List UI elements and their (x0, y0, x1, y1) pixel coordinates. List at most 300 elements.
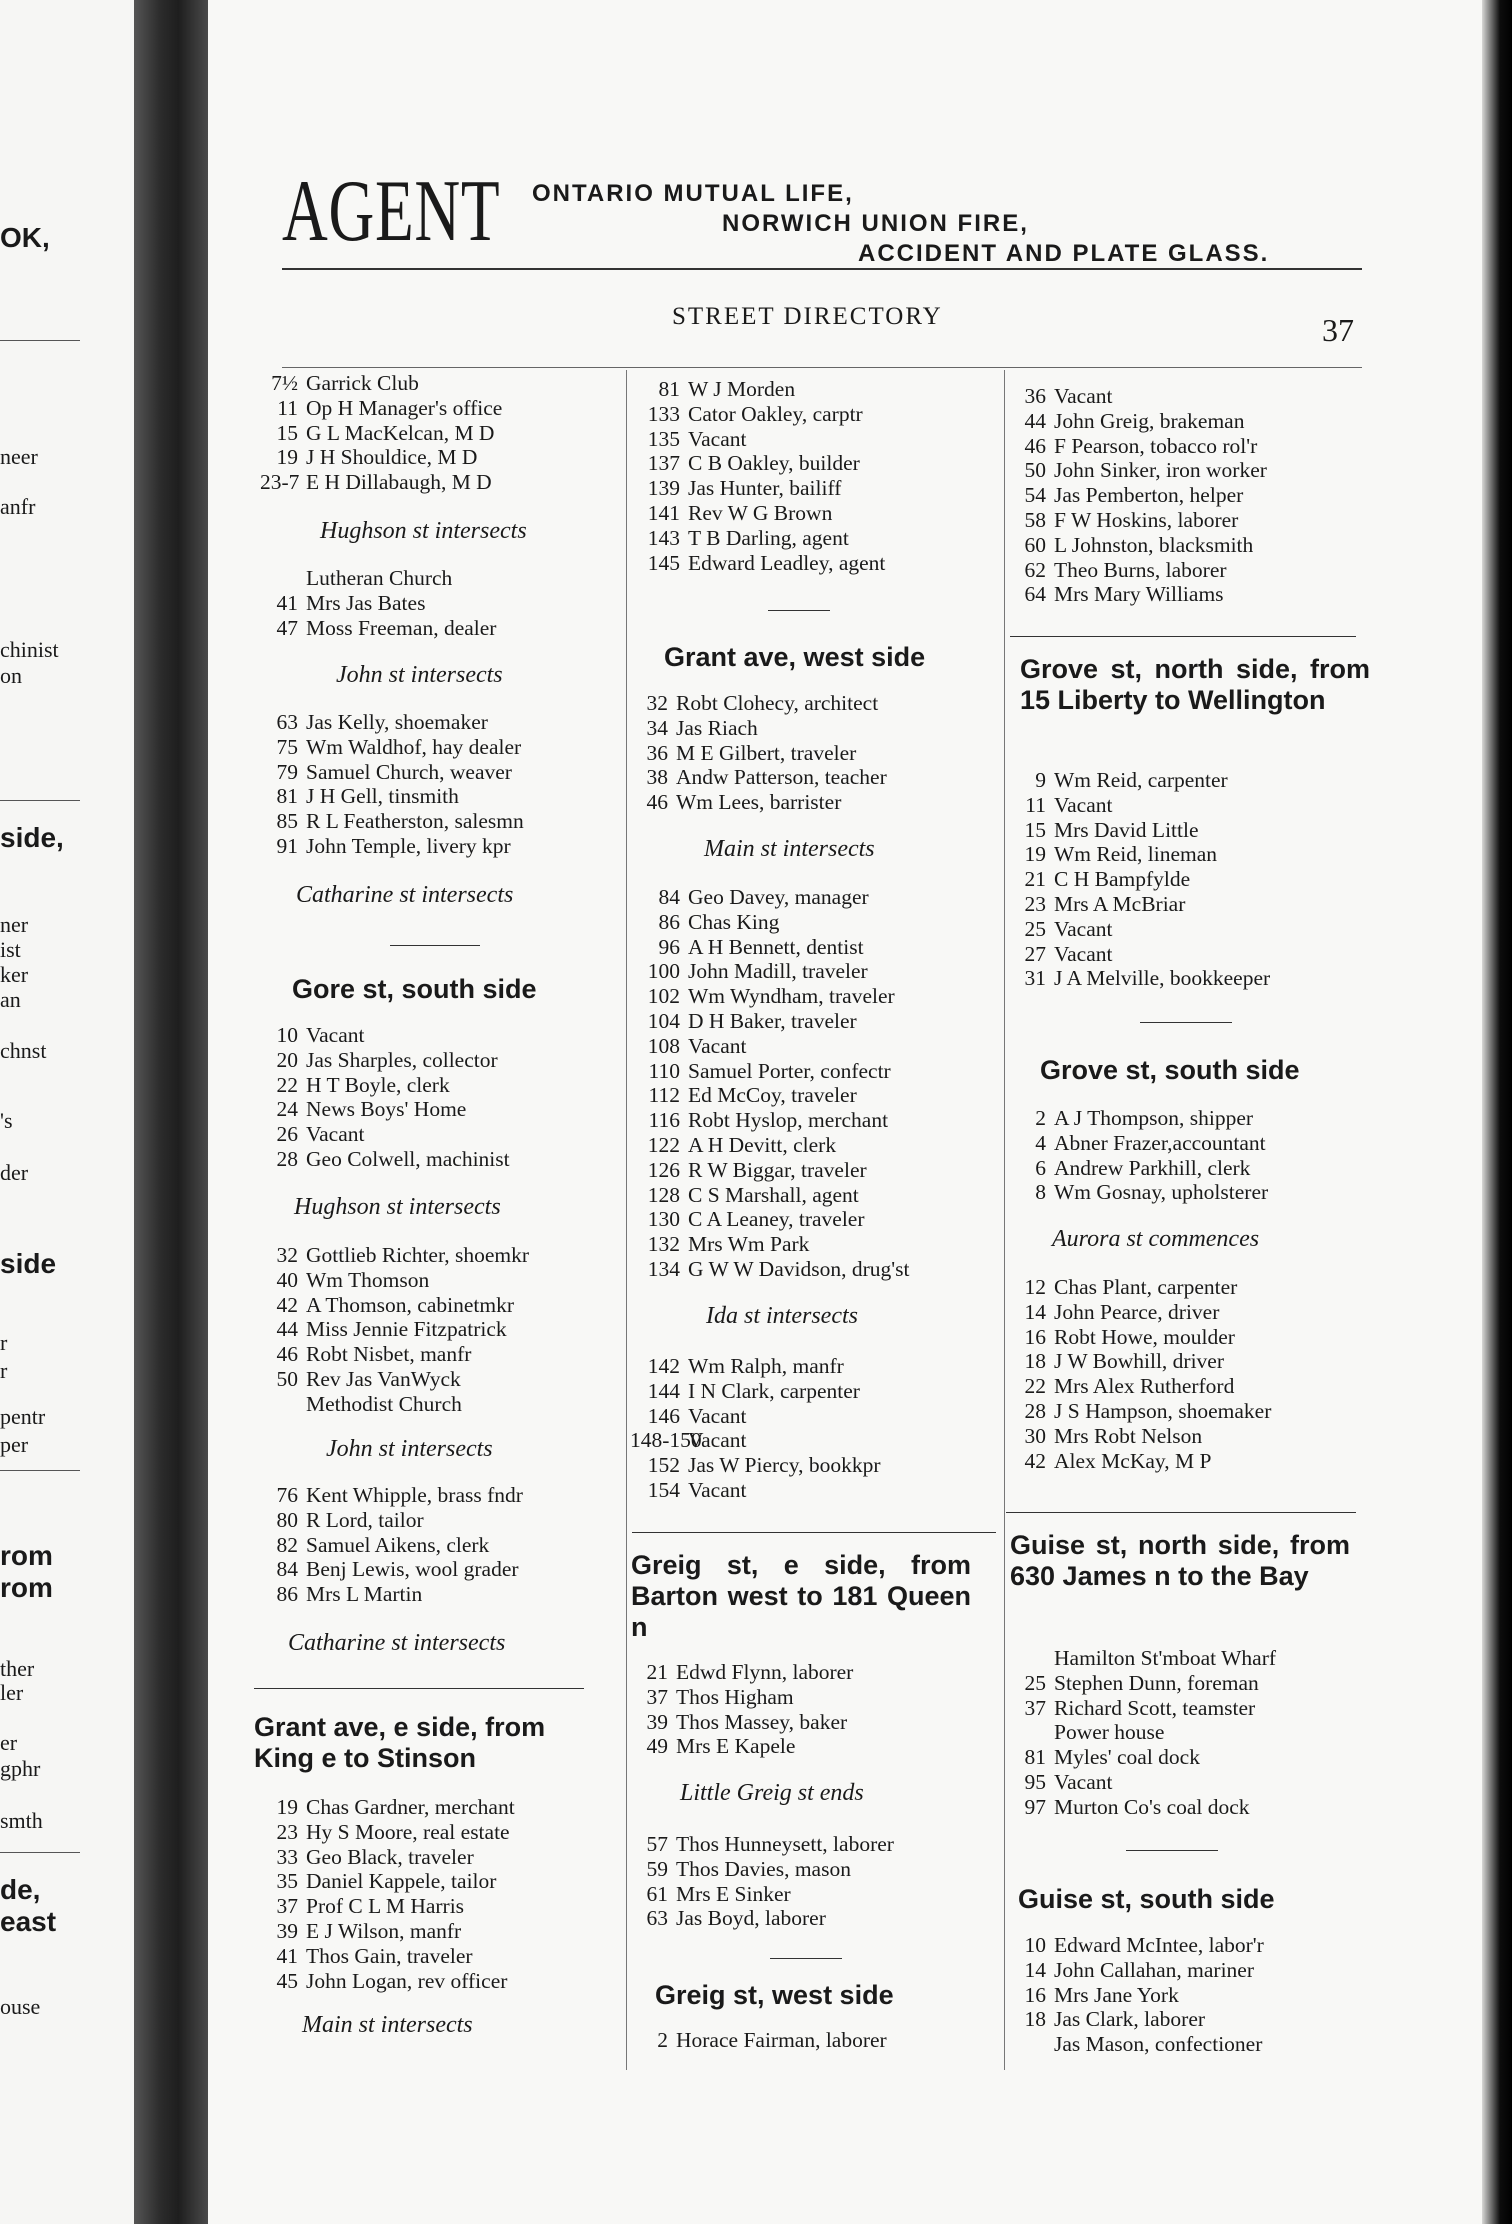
house-number: 37 (1024, 1695, 1046, 1720)
column-divider-2 (1004, 370, 1005, 2070)
directory-entry (260, 616, 496, 640)
house-number: 22 (276, 1072, 298, 1097)
directory-entry (260, 591, 425, 615)
house-number: 141 (647, 501, 680, 525)
agent-line-1: ONTARIO MUTUAL LIFE, (532, 180, 854, 207)
directory-entry (630, 402, 863, 426)
house-number: 23 (276, 1819, 298, 1844)
intersection-note: Hughson st intersects (320, 518, 527, 544)
directory-entry (630, 959, 868, 983)
directory-entry (1008, 1156, 1250, 1180)
adjacent-page-fragment: pentr (0, 1404, 46, 1429)
directory-entry (630, 741, 856, 765)
adjacent-page-fragment: OK, (0, 222, 50, 253)
directory-entry (260, 735, 521, 759)
directory-entry (630, 451, 860, 475)
resident-name: Thos Gain, traveler (306, 1943, 473, 1968)
house-number: 16 (1024, 1324, 1046, 1349)
section-separator (254, 1688, 584, 1689)
directory-entry (260, 1342, 471, 1366)
directory-entry (630, 1354, 844, 1378)
directory-entry (260, 371, 419, 395)
house-number: 112 (648, 1083, 680, 1108)
house-number: 41 (276, 590, 298, 615)
adjacent-page-fragment: neer (0, 444, 38, 469)
resident-name: Mrs E Kapele (676, 1734, 796, 1759)
directory-entry (1008, 1646, 1276, 1670)
resident-name: F Pearson, tobacco rol'r (1054, 433, 1258, 458)
directory-entry (260, 1293, 514, 1317)
house-number: 39 (646, 1709, 668, 1734)
directory-entry (1008, 458, 1267, 482)
house-number: 80 (276, 1507, 298, 1532)
directory-entry (1008, 1275, 1237, 1299)
directory-entry (1008, 508, 1238, 532)
directory-entry (1008, 1399, 1271, 1423)
house-number: 22 (1024, 1374, 1046, 1399)
intersection-note: Aurora st commences (1052, 1226, 1260, 1252)
house-number: 11 (1025, 792, 1046, 817)
house-number: 97 (1024, 1794, 1046, 1819)
resident-name: W J Morden (688, 377, 796, 401)
resident-name: Daniel Kappele, tailor (306, 1869, 497, 1894)
house-number: 23-7 (260, 470, 300, 495)
directory-entry (260, 1483, 523, 1507)
resident-name: Garrick Club (306, 371, 419, 395)
house-number: 4 (1035, 1130, 1046, 1155)
house-number: 63 (646, 1906, 668, 1931)
directory-entry (1008, 2032, 1262, 2056)
house-number: 19 (1024, 842, 1046, 867)
house-number: 64 (1024, 582, 1046, 607)
adjacent-page-fragment: anfr (0, 494, 36, 519)
house-number: 31 (1024, 966, 1046, 991)
directory-entry (630, 1133, 836, 1157)
resident-name: Vacant (306, 1023, 365, 1047)
resident-name: Mrs Mary Williams (1054, 582, 1224, 607)
directory-entry (630, 790, 841, 814)
house-number: 32 (646, 691, 668, 715)
house-number: 59 (646, 1856, 668, 1881)
house-number: 137 (647, 451, 680, 476)
directory-entry (630, 1906, 826, 1930)
directory-entry (1008, 917, 1113, 941)
resident-name: Thos Hunneysett, laborer (676, 1832, 894, 1856)
resident-name: John Sinker, iron worker (1054, 458, 1267, 483)
adjacent-page-rule (0, 340, 80, 341)
adjacent-page-fragment: ist (0, 937, 21, 962)
house-number: 44 (1024, 408, 1046, 433)
directory-entry (260, 1392, 462, 1416)
house-number: 25 (1024, 916, 1046, 941)
house-number: 19 (276, 445, 298, 470)
resident-name: Jas Kelly, shoemaker (306, 710, 488, 734)
directory-entry (260, 1508, 424, 1532)
agent-line-2: NORWICH UNION FIRE, (722, 210, 1029, 237)
resident-name: Vacant (688, 426, 747, 451)
house-number: 104 (647, 1009, 680, 1033)
resident-name: Wm Wyndham, traveler (688, 984, 895, 1009)
directory-entry (1008, 409, 1244, 433)
resident-name: T B Darling, agent (688, 525, 849, 550)
resident-name: Kent Whipple, brass fndr (306, 1483, 523, 1507)
house-number: 42 (1024, 1448, 1046, 1473)
directory-entry (1008, 1131, 1266, 1155)
resident-name: Vacant (1054, 916, 1113, 941)
directory-entry (1008, 1983, 1179, 2007)
directory-entry (260, 809, 524, 833)
intersection-note: Ida st intersects (706, 1303, 858, 1329)
resident-name: Mrs E Sinker (676, 1881, 791, 1906)
house-number: 36 (646, 740, 668, 765)
directory-entry (630, 691, 878, 715)
directory-entry (260, 1795, 515, 1819)
directory-entry (260, 710, 488, 734)
directory-entry (1008, 1958, 1254, 1982)
directory-entry (1008, 483, 1243, 507)
adjacent-page-fragment: der (0, 1160, 29, 1185)
directory-entry (630, 476, 841, 500)
house-number: 96 (658, 934, 680, 959)
resident-name: Richard Scott, teamster (1054, 1695, 1256, 1720)
directory-entry (260, 445, 477, 469)
directory-entry (630, 1428, 747, 1452)
directory-entry (260, 1557, 519, 1581)
directory-entry (1008, 842, 1217, 866)
directory-entry (1008, 582, 1224, 606)
house-number: 46 (276, 1342, 298, 1367)
resident-name: Wm Reid, carpenter (1054, 768, 1228, 792)
street-heading: Greig st, west side (655, 1980, 894, 2010)
resident-name: Andw Patterson, teacher (676, 765, 887, 790)
house-number: 62 (1024, 557, 1046, 582)
directory-entry (260, 1894, 464, 1918)
intersection-note: Catharine st intersects (296, 882, 514, 908)
adjacent-page-fragment: gphr (0, 1756, 41, 1781)
resident-name: Wm Reid, lineman (1054, 842, 1218, 867)
house-number: 11 (277, 395, 298, 420)
house-number: 21 (1024, 867, 1046, 892)
adjacent-page-strip (0, 0, 134, 2224)
resident-name: Mrs Wm Park (688, 1232, 810, 1257)
book-gutter (134, 0, 208, 2224)
house-number: 23 (1024, 892, 1046, 916)
street-heading: Grant ave, west side (664, 642, 926, 672)
directory-entry (1008, 1720, 1164, 1744)
directory-entry (1008, 867, 1190, 891)
resident-name: Chas Gardner, merchant (306, 1795, 515, 1819)
house-number: 84 (276, 1557, 298, 1582)
resident-name: Ed McCoy, traveler (688, 1083, 857, 1108)
street-heading: Grant ave, e side, from King e to Stinson (254, 1712, 546, 1773)
adjacent-page-rule (0, 1852, 80, 1853)
resident-name: Jas W Piercy, bookkpr (688, 1453, 881, 1478)
resident-name: Robt Clohecy, architect (676, 691, 879, 715)
resident-name: Theo Burns, laborer (1054, 557, 1227, 582)
directory-entry (630, 2028, 887, 2052)
directory-entry (1008, 1374, 1234, 1398)
agent-heading: AGENT (282, 163, 501, 260)
adjacent-page-fragment: smth (0, 1808, 43, 1833)
adjacent-page-fragment: rom (0, 1540, 53, 1571)
resident-name: Wm Gosnay, upholsterer (1054, 1180, 1269, 1205)
adjacent-page-fragment: an (0, 987, 21, 1012)
intersection-note: Main st intersects (302, 2012, 473, 2038)
street-heading: Gore st, south side (292, 974, 537, 1004)
house-number: 110 (648, 1058, 680, 1083)
directory-entry (630, 1478, 747, 1502)
resident-name: Vacant (1054, 384, 1113, 408)
house-number: 135 (647, 426, 680, 451)
resident-name: Stephen Dunn, foreman (1054, 1670, 1259, 1695)
house-number: 33 (276, 1844, 298, 1869)
resident-name: Wm Lees, barrister (676, 790, 842, 815)
resident-name: Power house (1054, 1720, 1165, 1745)
directory-entry (630, 1158, 867, 1182)
house-number: 85 (276, 809, 298, 834)
house-number: 37 (646, 1684, 668, 1709)
house-number: 47 (276, 615, 298, 640)
directory-entry (1008, 1795, 1250, 1819)
directory-entry (630, 984, 895, 1008)
resident-name: Edwd Flynn, laborer (676, 1660, 854, 1684)
intersection-note: Little Greig st ends (680, 1780, 864, 1806)
resident-name: H T Boyle, clerk (306, 1072, 450, 1097)
house-number: 60 (1024, 532, 1046, 557)
adjacent-page-fragment: chnst (0, 1038, 47, 1063)
house-number: 81 (1024, 1745, 1046, 1770)
house-number: 12 (1024, 1275, 1046, 1299)
directory-entry (630, 501, 832, 525)
page-number: 37 (1322, 312, 1354, 348)
directory-entry (630, 1710, 847, 1734)
house-number: 128 (647, 1182, 680, 1207)
resident-name: John Madill, traveler (688, 959, 868, 984)
house-number: 146 (647, 1403, 680, 1428)
resident-name: Geo Black, traveler (306, 1844, 474, 1869)
house-number: 28 (1024, 1399, 1046, 1423)
resident-name: Thos Massey, baker (676, 1709, 848, 1734)
adjacent-page-fragment: r (0, 1358, 8, 1383)
directory-entry (260, 1073, 450, 1097)
house-number: 27 (1024, 941, 1046, 966)
resident-name: F W Hoskins, laborer (1054, 508, 1239, 532)
directory-entry (260, 1122, 365, 1146)
adjacent-page-fragment: 's (0, 1108, 13, 1133)
directory-entry (260, 1048, 498, 1072)
house-number: 81 (276, 784, 298, 809)
house-number: 84 (658, 885, 680, 909)
directory-entry (630, 716, 758, 740)
resident-name: Jas Clark, laborer (1054, 2007, 1206, 2032)
house-number: 108 (647, 1033, 680, 1058)
section-separator (768, 610, 830, 611)
directory-entry (630, 427, 747, 451)
resident-name: Robt Hyslop, merchant (688, 1108, 889, 1133)
resident-name: Vacant (1054, 941, 1113, 966)
resident-name: Jas Pemberton, helper (1054, 483, 1244, 508)
directory-entry (1008, 1449, 1211, 1473)
directory-entry (260, 1820, 510, 1844)
resident-name: Rev Jas VanWyck (306, 1367, 461, 1391)
directory-entry (260, 834, 511, 858)
section-separator (770, 1958, 842, 1959)
directory-entry (1008, 1770, 1113, 1794)
directory-entry (1008, 892, 1185, 916)
resident-name: Jas Hunter, bailiff (688, 476, 842, 501)
section-separator (1140, 1022, 1232, 1023)
house-number: 10 (1024, 1933, 1046, 1957)
resident-name: E H Dillabaugh, M D (306, 470, 492, 495)
house-number: 41 (276, 1943, 298, 1968)
resident-name: Jas Boyd, laborer (676, 1906, 826, 1931)
page-edge-shadow (1482, 0, 1512, 2224)
section-separator (1126, 1850, 1218, 1851)
directory-entry (1008, 768, 1228, 792)
directory-entry (630, 1009, 857, 1033)
house-number: 79 (276, 759, 298, 784)
directory-entry (1008, 434, 1257, 458)
resident-name: C B Oakley, builder (688, 451, 860, 476)
resident-name: C A Leaney, traveler (688, 1207, 865, 1232)
adjacent-page-fragment: on (0, 663, 22, 688)
adjacent-page-fragment: de, (0, 1874, 41, 1905)
adjacent-page-fragment: ler (0, 1680, 24, 1705)
directory-entry (260, 1944, 473, 1968)
directory-entry (630, 1083, 857, 1107)
resident-name: John Callahan, mariner (1054, 1957, 1255, 1982)
resident-name: Thos Higham (676, 1684, 794, 1709)
house-number: 6 (1035, 1155, 1046, 1180)
resident-name: Vacant (688, 1478, 747, 1502)
resident-name: John Logan, rev officer (306, 1968, 508, 1993)
directory-entry (260, 1582, 422, 1606)
resident-name: Robt Howe, moulder (1054, 1324, 1235, 1349)
section-separator (1010, 636, 1356, 637)
resident-name: C S Marshall, agent (688, 1182, 859, 1207)
directory-entry (260, 470, 492, 494)
resident-name: Rev W G Brown (688, 501, 833, 525)
house-number: 152 (647, 1453, 680, 1478)
directory-entry (1008, 1933, 1264, 1957)
adjacent-page-fragment: ner (0, 912, 29, 937)
resident-name: J H Gell, tinsmith (306, 784, 459, 809)
house-number: 82 (276, 1532, 298, 1557)
house-number: 126 (647, 1157, 680, 1182)
resident-name: Geo Colwell, machinist (306, 1147, 510, 1171)
house-number: 133 (647, 401, 680, 426)
house-number: 116 (648, 1108, 680, 1133)
resident-name: Cator Oakley, carptr (688, 401, 863, 426)
house-number: 139 (647, 476, 680, 501)
directory-entry (1008, 1671, 1259, 1695)
directory-entry (1008, 384, 1113, 408)
resident-name: Vacant (688, 1403, 747, 1428)
resident-name: Andrew Parkhill, clerk (1054, 1155, 1251, 1180)
resident-name: Abner Frazer,accountant (1054, 1130, 1266, 1155)
directory-entry (1008, 1349, 1224, 1373)
resident-name: Thos Davies, mason (676, 1856, 851, 1881)
resident-name: Murton Co's coal dock (1054, 1794, 1250, 1819)
intersection-note: Main st intersects (704, 836, 875, 862)
resident-name: M E Gilbert, traveler (676, 740, 857, 765)
house-number: 81 (658, 377, 680, 401)
house-number: 49 (646, 1734, 668, 1759)
agent-line-3: ACCIDENT AND PLATE GLASS. (858, 240, 1270, 267)
house-number: 37 (276, 1894, 298, 1919)
house-number: 19 (276, 1795, 298, 1819)
resident-name: Mrs Jas Bates (306, 590, 426, 615)
directory-entry (260, 760, 512, 784)
directory-entry (260, 1097, 466, 1121)
directory-entry (260, 1919, 461, 1943)
directory-entry (630, 1882, 791, 1906)
house-number: 50 (1024, 458, 1046, 483)
resident-name: Vacant (306, 1122, 365, 1147)
resident-name: Methodist Church (306, 1391, 462, 1416)
house-number: 21 (646, 1660, 668, 1684)
resident-name: Moss Freeman, dealer (306, 615, 497, 640)
resident-name: Mrs Robt Nelson (1054, 1423, 1203, 1448)
directory-entry (1008, 1300, 1219, 1324)
resident-name: Hy S Moore, real estate (306, 1819, 510, 1844)
house-number: 75 (276, 734, 298, 759)
resident-name: A Thomson, cabinetmkr (306, 1292, 515, 1317)
directory-entry (1008, 1424, 1202, 1448)
directory-entry (1008, 2007, 1205, 2031)
house-number: 122 (647, 1133, 680, 1157)
house-number: 42 (276, 1292, 298, 1317)
house-number: 100 (647, 959, 680, 984)
resident-name: Alex McKay, M P (1054, 1448, 1212, 1473)
house-number: 25 (1024, 1670, 1046, 1695)
house-number: 18 (1024, 2007, 1046, 2032)
house-number: 54 (1024, 483, 1046, 508)
house-number: 8 (1035, 1180, 1046, 1205)
house-number: 2 (657, 2028, 668, 2052)
directory-entry (630, 1059, 891, 1083)
adjacent-page-fragment: ther (0, 1656, 35, 1681)
house-number: 102 (647, 984, 680, 1009)
section-separator (632, 1532, 996, 1533)
house-number: 142 (647, 1354, 680, 1378)
adjacent-page-fragment: ker (0, 962, 29, 987)
resident-name: Mrs David Little (1054, 817, 1199, 842)
resident-name: Wm Waldhof, hay dealer (306, 734, 522, 759)
resident-name: Wm Ralph, manfr (688, 1354, 844, 1378)
house-number: 130 (647, 1207, 680, 1232)
resident-name: G W W Davidson, drug'st (688, 1257, 910, 1281)
house-number: 26 (276, 1122, 298, 1147)
resident-name: G L MacKelcan, M D (306, 420, 495, 445)
directory-entry (630, 1734, 795, 1758)
house-number: 14 (1024, 1299, 1046, 1324)
adjacent-page-fragment: side, (0, 822, 64, 853)
resident-name: Vacant (1054, 792, 1113, 817)
house-number: 38 (646, 765, 668, 790)
house-number: 145 (647, 550, 680, 575)
resident-name: Jas Mason, confectioner (1054, 2032, 1263, 2057)
directory-entry (630, 377, 795, 401)
resident-name: Chas Plant, carpenter (1054, 1275, 1238, 1299)
adjacent-page-rule (0, 1470, 80, 1471)
resident-name: R Lord, tailor (306, 1507, 424, 1532)
resident-name: C H Bampfylde (1054, 867, 1191, 892)
house-number: 144 (647, 1378, 680, 1403)
directory-entry (260, 1367, 461, 1391)
resident-name: John Greig, brakeman (1054, 408, 1245, 433)
house-number: 58 (1024, 508, 1046, 532)
